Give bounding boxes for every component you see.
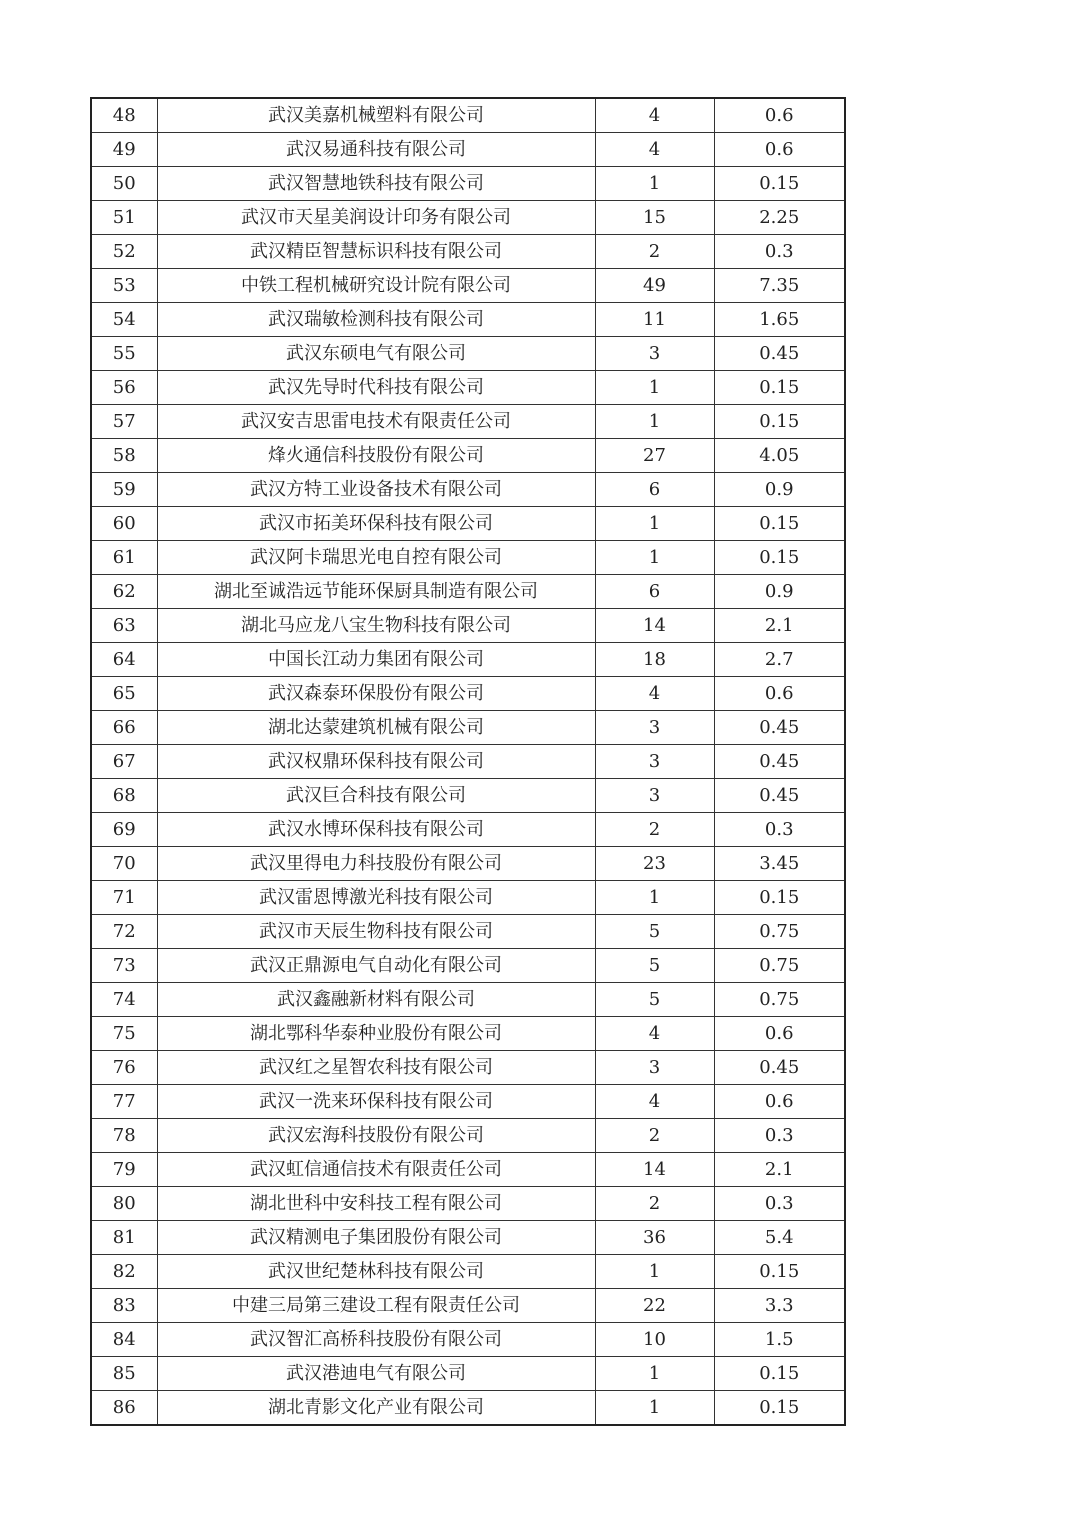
table-row <box>91 1391 845 1426</box>
value-cell: 0.15 <box>714 541 845 575</box>
table-row <box>91 1085 845 1119</box>
value-cell: 0.6 <box>714 1017 845 1051</box>
row-number-cell: 71 <box>91 881 157 915</box>
value-cell: 0.15 <box>714 1357 845 1391</box>
value-cell: 0.15 <box>714 405 845 439</box>
count-cell: 6 <box>595 473 714 507</box>
row-number-cell: 66 <box>91 711 157 745</box>
row-number-cell: 76 <box>91 1051 157 1085</box>
count-cell: 6 <box>595 575 714 609</box>
table-row <box>91 1051 845 1085</box>
table-row <box>91 133 845 167</box>
company-name-cell: 武汉方特工业设备技术有限公司 <box>157 473 595 507</box>
count-cell: 27 <box>595 439 714 473</box>
company-name-cell: 武汉东硕电气有限公司 <box>157 337 595 371</box>
table-row <box>91 915 845 949</box>
value-cell: 5.4 <box>714 1221 845 1255</box>
company-name-cell: 武汉世纪楚林科技有限公司 <box>157 1255 595 1289</box>
count-cell: 1 <box>595 507 714 541</box>
company-name-cell: 武汉市拓美环保科技有限公司 <box>157 507 595 541</box>
table-row <box>91 167 845 201</box>
value-cell: 0.6 <box>714 1085 845 1119</box>
row-number-cell: 72 <box>91 915 157 949</box>
row-number-cell: 52 <box>91 235 157 269</box>
table-row <box>91 949 845 983</box>
count-cell: 3 <box>595 1051 714 1085</box>
company-name-cell: 湖北世科中安科技工程有限公司 <box>157 1187 595 1221</box>
table-row <box>91 235 845 269</box>
table-row <box>91 779 845 813</box>
company-name-cell: 中国长江动力集团有限公司 <box>157 643 595 677</box>
company-name-cell: 湖北至诚浩远节能环保厨具制造有限公司 <box>157 575 595 609</box>
row-number-cell: 56 <box>91 371 157 405</box>
row-number-cell: 85 <box>91 1357 157 1391</box>
company-name-cell: 中建三局第三建设工程有限责任公司 <box>157 1289 595 1323</box>
row-number-cell: 50 <box>91 167 157 201</box>
row-number-cell: 75 <box>91 1017 157 1051</box>
company-name-cell: 武汉一洗来环保科技有限公司 <box>157 1085 595 1119</box>
company-name-cell: 湖北达蒙建筑机械有限公司 <box>157 711 595 745</box>
value-cell: 0.3 <box>714 1187 845 1221</box>
value-cell: 0.15 <box>714 507 845 541</box>
count-cell: 36 <box>595 1221 714 1255</box>
value-cell: 1.65 <box>714 303 845 337</box>
value-cell: 0.15 <box>714 371 845 405</box>
table-body <box>91 98 845 1425</box>
value-cell: 0.6 <box>714 133 845 167</box>
value-cell: 0.45 <box>714 745 845 779</box>
value-cell: 0.15 <box>714 881 845 915</box>
company-name-cell: 武汉先导时代科技有限公司 <box>157 371 595 405</box>
count-cell: 1 <box>595 371 714 405</box>
table-row <box>91 643 845 677</box>
count-cell: 1 <box>595 167 714 201</box>
company-name-cell: 湖北鄂科华泰种业股份有限公司 <box>157 1017 595 1051</box>
table-row <box>91 405 845 439</box>
row-number-cell: 48 <box>91 98 157 133</box>
row-number-cell: 74 <box>91 983 157 1017</box>
count-cell: 4 <box>595 677 714 711</box>
value-cell: 0.15 <box>714 167 845 201</box>
company-name-cell: 武汉森泰环保股份有限公司 <box>157 677 595 711</box>
count-cell: 1 <box>595 405 714 439</box>
count-cell: 1 <box>595 881 714 915</box>
table-row <box>91 439 845 473</box>
table-row <box>91 711 845 745</box>
value-cell: 0.6 <box>714 677 845 711</box>
count-cell: 4 <box>595 133 714 167</box>
row-number-cell: 81 <box>91 1221 157 1255</box>
value-cell: 2.7 <box>714 643 845 677</box>
table-row <box>91 1187 845 1221</box>
company-name-cell: 武汉安吉思雷电技术有限责任公司 <box>157 405 595 439</box>
table-row <box>91 1119 845 1153</box>
company-name-cell: 武汉宏海科技股份有限公司 <box>157 1119 595 1153</box>
count-cell: 4 <box>595 98 714 133</box>
count-cell: 3 <box>595 711 714 745</box>
table-row <box>91 813 845 847</box>
count-cell: 4 <box>595 1085 714 1119</box>
count-cell: 22 <box>595 1289 714 1323</box>
row-number-cell: 64 <box>91 643 157 677</box>
count-cell: 5 <box>595 983 714 1017</box>
company-name-cell: 武汉市天星美润设计印务有限公司 <box>157 201 595 235</box>
row-number-cell: 57 <box>91 405 157 439</box>
value-cell: 0.75 <box>714 949 845 983</box>
value-cell: 0.45 <box>714 779 845 813</box>
table-row <box>91 541 845 575</box>
row-number-cell: 79 <box>91 1153 157 1187</box>
table-row <box>91 473 845 507</box>
count-cell: 15 <box>595 201 714 235</box>
count-cell: 2 <box>595 1119 714 1153</box>
row-number-cell: 68 <box>91 779 157 813</box>
row-number-cell: 51 <box>91 201 157 235</box>
table-row <box>91 745 845 779</box>
table-row <box>91 1153 845 1187</box>
row-number-cell: 58 <box>91 439 157 473</box>
value-cell: 0.45 <box>714 337 845 371</box>
company-name-cell: 武汉雷恩博激光科技有限公司 <box>157 881 595 915</box>
row-number-cell: 82 <box>91 1255 157 1289</box>
company-name-cell: 武汉精臣智慧标识科技有限公司 <box>157 235 595 269</box>
count-cell: 14 <box>595 609 714 643</box>
table-row <box>91 1255 845 1289</box>
count-cell: 3 <box>595 745 714 779</box>
value-cell: 0.45 <box>714 1051 845 1085</box>
table-row <box>91 201 845 235</box>
value-cell: 3.3 <box>714 1289 845 1323</box>
row-number-cell: 77 <box>91 1085 157 1119</box>
company-name-cell: 武汉水博环保科技有限公司 <box>157 813 595 847</box>
value-cell: 7.35 <box>714 269 845 303</box>
count-cell: 18 <box>595 643 714 677</box>
value-cell: 0.45 <box>714 711 845 745</box>
value-cell: 0.75 <box>714 983 845 1017</box>
value-cell: 0.75 <box>714 915 845 949</box>
count-cell: 5 <box>595 915 714 949</box>
company-name-cell: 中铁工程机械研究设计院有限公司 <box>157 269 595 303</box>
company-name-cell: 武汉智慧地铁科技有限公司 <box>157 167 595 201</box>
count-cell: 4 <box>595 1017 714 1051</box>
row-number-cell: 65 <box>91 677 157 711</box>
row-number-cell: 84 <box>91 1323 157 1357</box>
row-number-cell: 69 <box>91 813 157 847</box>
row-number-cell: 67 <box>91 745 157 779</box>
company-name-cell: 武汉里得电力科技股份有限公司 <box>157 847 595 881</box>
company-name-cell: 湖北青影文化产业有限公司 <box>157 1391 595 1426</box>
table-row <box>91 1017 845 1051</box>
count-cell: 2 <box>595 235 714 269</box>
company-name-cell: 烽火通信科技股份有限公司 <box>157 439 595 473</box>
value-cell: 0.15 <box>714 1391 845 1426</box>
row-number-cell: 86 <box>91 1391 157 1426</box>
count-cell: 1 <box>595 541 714 575</box>
table-row <box>91 371 845 405</box>
count-cell: 1 <box>595 1391 714 1426</box>
value-cell: 1.5 <box>714 1323 845 1357</box>
table-row <box>91 303 845 337</box>
row-number-cell: 78 <box>91 1119 157 1153</box>
row-number-cell: 53 <box>91 269 157 303</box>
table-row <box>91 507 845 541</box>
value-cell: 4.05 <box>714 439 845 473</box>
value-cell: 0.3 <box>714 1119 845 1153</box>
row-number-cell: 63 <box>91 609 157 643</box>
table-row <box>91 1323 845 1357</box>
company-name-cell: 武汉红之星智农科技有限公司 <box>157 1051 595 1085</box>
count-cell: 10 <box>595 1323 714 1357</box>
row-number-cell: 49 <box>91 133 157 167</box>
company-name-cell: 武汉智汇高桥科技股份有限公司 <box>157 1323 595 1357</box>
table-row <box>91 881 845 915</box>
table-row <box>91 983 845 1017</box>
row-number-cell: 54 <box>91 303 157 337</box>
value-cell: 0.9 <box>714 473 845 507</box>
count-cell: 14 <box>595 1153 714 1187</box>
company-name-cell: 武汉鑫融新材料有限公司 <box>157 983 595 1017</box>
company-name-cell: 武汉阿卡瑞思光电自控有限公司 <box>157 541 595 575</box>
count-cell: 49 <box>595 269 714 303</box>
row-number-cell: 70 <box>91 847 157 881</box>
table-row <box>91 575 845 609</box>
value-cell: 0.15 <box>714 1255 845 1289</box>
count-cell: 1 <box>595 1357 714 1391</box>
row-number-cell: 83 <box>91 1289 157 1323</box>
table-row <box>91 337 845 371</box>
row-number-cell: 61 <box>91 541 157 575</box>
company-name-cell: 武汉港迪电气有限公司 <box>157 1357 595 1391</box>
value-cell: 0.6 <box>714 98 845 133</box>
company-name-cell: 武汉瑞敏检测科技有限公司 <box>157 303 595 337</box>
company-name-cell: 武汉虹信通信技术有限责任公司 <box>157 1153 595 1187</box>
value-cell: 0.3 <box>714 235 845 269</box>
row-number-cell: 80 <box>91 1187 157 1221</box>
count-cell: 2 <box>595 813 714 847</box>
count-cell: 3 <box>595 779 714 813</box>
company-name-cell: 武汉精测电子集团股份有限公司 <box>157 1221 595 1255</box>
row-number-cell: 73 <box>91 949 157 983</box>
value-cell: 2.25 <box>714 201 845 235</box>
count-cell: 23 <box>595 847 714 881</box>
count-cell: 1 <box>595 1255 714 1289</box>
company-name-cell: 武汉权鼎环保科技有限公司 <box>157 745 595 779</box>
table-row <box>91 269 845 303</box>
table-row <box>91 98 845 133</box>
value-cell: 2.1 <box>714 1153 845 1187</box>
count-cell: 11 <box>595 303 714 337</box>
table-row <box>91 677 845 711</box>
value-cell: 3.45 <box>714 847 845 881</box>
table-row <box>91 609 845 643</box>
count-cell: 2 <box>595 1187 714 1221</box>
count-cell: 3 <box>595 337 714 371</box>
row-number-cell: 60 <box>91 507 157 541</box>
company-name-cell: 武汉市天辰生物科技有限公司 <box>157 915 595 949</box>
company-name-cell: 武汉美嘉机械塑料有限公司 <box>157 98 595 133</box>
company-name-cell: 湖北马应龙八宝生物科技有限公司 <box>157 609 595 643</box>
value-cell: 0.3 <box>714 813 845 847</box>
table-row <box>91 847 845 881</box>
company-table <box>90 97 846 1426</box>
row-number-cell: 55 <box>91 337 157 371</box>
company-name-cell: 武汉巨合科技有限公司 <box>157 779 595 813</box>
company-name-cell: 武汉易通科技有限公司 <box>157 133 595 167</box>
value-cell: 0.9 <box>714 575 845 609</box>
table-row <box>91 1357 845 1391</box>
company-name-cell: 武汉正鼎源电气自动化有限公司 <box>157 949 595 983</box>
table-row <box>91 1289 845 1323</box>
table-row <box>91 1221 845 1255</box>
row-number-cell: 59 <box>91 473 157 507</box>
row-number-cell: 62 <box>91 575 157 609</box>
count-cell: 5 <box>595 949 714 983</box>
value-cell: 2.1 <box>714 609 845 643</box>
